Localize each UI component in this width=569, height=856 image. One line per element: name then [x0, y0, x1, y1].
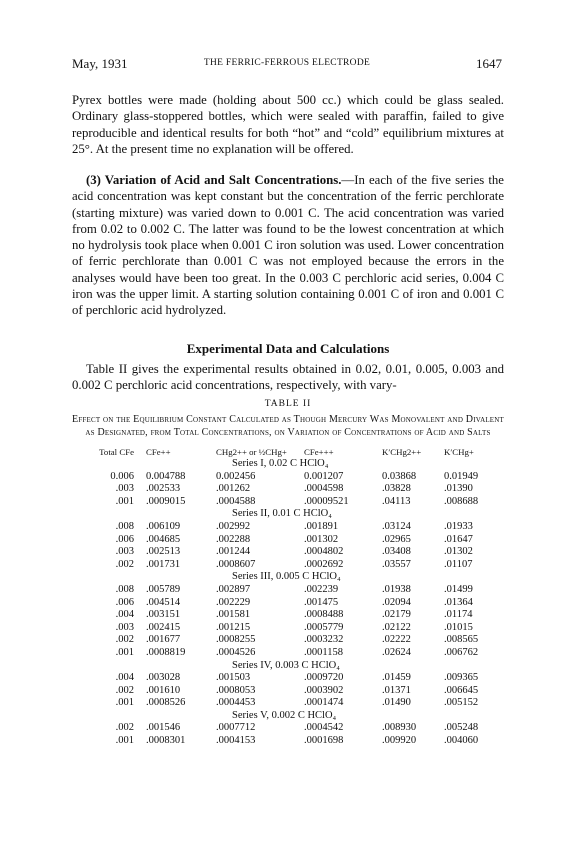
table-body	[72, 458, 504, 748]
table-title: TABLE II	[264, 399, 312, 409]
column-header: K′CHg2++	[382, 447, 422, 457]
table-cell: .002897	[216, 583, 251, 595]
table-cell: .004514	[146, 596, 181, 608]
table-cell: .003151	[146, 609, 181, 621]
table-row	[72, 546, 504, 559]
table-cell: .0009720	[304, 672, 344, 684]
table-row	[72, 685, 504, 698]
table-cell: 0.001207	[304, 470, 344, 482]
series-label-row	[72, 710, 504, 723]
table-row	[72, 584, 504, 597]
table-cell: .002533	[146, 483, 181, 495]
table-row	[72, 597, 504, 610]
table-header-row	[72, 446, 504, 458]
table-cell: .003	[115, 546, 134, 558]
table-cell: .002	[115, 558, 134, 570]
table-cell: .001215	[216, 621, 251, 633]
table-cell: .0004453	[216, 697, 256, 709]
page-number: 1647	[476, 56, 502, 71]
table-cell: .01459	[382, 672, 411, 684]
table-cell: .004685	[146, 533, 181, 545]
table-row	[72, 471, 504, 484]
table-cell: .001475	[304, 596, 339, 608]
table-cell: .0008053	[216, 684, 256, 696]
table-cell: .003	[115, 483, 134, 495]
table-cell: .0004802	[304, 546, 344, 558]
table-cell: .004060	[444, 735, 479, 747]
table-cell: .009365	[444, 672, 479, 684]
table-cell: .001610	[146, 684, 181, 696]
paragraph-2-body: —In each of the five series the acid concentration was kept constant but the concentration of the ferric perchlorate (starting mixture) was varied down to 0.001 C. The acid concentration was varied from 0.02 to 0.002 C. The latter was found to be the lowest concentration at which no hydrolysis took place when 0.001 C iron solution was used. Lower concentration of ferric perchlorate than 0.001 C was not employed because the errors in the analyses would have been too great. In the 0.003 C perchloric acid series, 0.004 C iron was the upper limit. A starting solution containing 0.001 C of iron and 0.001 C of perchloric acid hydrolyzed.	[72, 173, 504, 318]
table-cell: .006762	[444, 646, 479, 658]
table-cell: .0008255	[216, 634, 256, 646]
table-cell: .0008301	[146, 735, 186, 747]
table-cell: .001	[115, 735, 134, 747]
table-cell: .008565	[444, 634, 479, 646]
table-cell: .00009521	[304, 495, 349, 507]
table-cell: .006	[115, 596, 134, 608]
table-cell: .002	[115, 634, 134, 646]
paragraph-2-heading: (3) Variation of Acid and Salt Concentrations.	[86, 173, 342, 187]
table-row	[72, 521, 504, 534]
table-row	[72, 697, 504, 710]
series-label-row	[72, 458, 504, 471]
header-date: May, 1931	[72, 56, 128, 71]
table-cell: .0008607	[216, 558, 256, 570]
series-label: Series II, 0.01 C HClO₄	[232, 508, 332, 520]
table-cell: .002415	[146, 621, 181, 633]
table-cell: .0003232	[304, 634, 344, 646]
table-cell: .006	[115, 533, 134, 545]
table-cell: .03557	[382, 558, 411, 570]
table-cell: .002288	[216, 533, 251, 545]
table-cell: .01015	[444, 621, 473, 633]
table-cell: .01302	[444, 546, 473, 558]
table-cell: .004	[115, 672, 134, 684]
table-cell: .002513	[146, 546, 181, 558]
table-cell: .0001474	[304, 697, 344, 709]
table-cell: .008	[115, 583, 134, 595]
table-cell: .0008819	[146, 646, 186, 658]
paragraph-3: Table II gives the experimental results obtained in 0.02, 0.01, 0.005, 0.003 and 0.002 C perchloric acid concentrations, respectively, with vary-	[72, 362, 504, 393]
column-header: CHg2++ or ½CHg+	[216, 447, 287, 457]
table-cell: .0004153	[216, 735, 256, 747]
table-cell: .002	[115, 684, 134, 696]
table-row	[72, 534, 504, 547]
table-cell: .01371	[382, 684, 411, 696]
table-cell: .03828	[382, 483, 411, 495]
table-cell: .001262	[216, 483, 251, 495]
table-cell: .0008488	[304, 609, 344, 621]
table-row	[72, 622, 504, 635]
table-cell: .01174	[444, 609, 473, 621]
table-row	[72, 672, 504, 685]
table-cell: .02179	[382, 609, 411, 621]
table-cell: .002229	[216, 596, 251, 608]
table-cell: .01390	[444, 483, 473, 495]
table-cell: .01490	[382, 697, 411, 709]
table-row	[72, 609, 504, 622]
section-heading: Experimental Data and Calculations	[186, 341, 390, 356]
column-header: Total CFe	[99, 447, 134, 457]
table-cell: .0001698	[304, 735, 344, 747]
series-label: Series I, 0.02 C HClO₄	[232, 458, 329, 469]
table-cell: .03408	[382, 546, 411, 558]
table-row	[72, 722, 504, 735]
series-label-row	[72, 571, 504, 584]
table-cell: .0004542	[304, 722, 344, 734]
table-row	[72, 496, 504, 509]
table-cell: .001581	[216, 609, 251, 621]
table-cell: .0005779	[304, 621, 344, 633]
table-row	[72, 647, 504, 660]
table-cell: .003028	[146, 672, 181, 684]
table-row	[72, 735, 504, 748]
table-cell: .002	[115, 722, 134, 734]
table-cell: .0004598	[304, 483, 344, 495]
table-cell: .02222	[382, 634, 411, 646]
table-cell: .001302	[304, 533, 339, 545]
table-cell: .02122	[382, 621, 411, 633]
series-label-row	[72, 508, 504, 521]
table-cell: .0002692	[304, 558, 344, 570]
series-label-row	[72, 660, 504, 673]
table-cell: 0.006	[110, 470, 134, 482]
table-cell: .02965	[382, 533, 411, 545]
table-cell: 0.004788	[146, 470, 186, 482]
table-cell: .001677	[146, 634, 181, 646]
table-cell: .01364	[444, 596, 473, 608]
table-cell: .001546	[146, 722, 181, 734]
table-cell: 0.002456	[216, 470, 256, 482]
table-row	[72, 483, 504, 496]
table-cell: .005789	[146, 583, 181, 595]
paragraph-1: Pyrex bottles were made (holding about 500 cc.) which could be glass sealed. Ordinary glass-stoppered bottles, which were sealed with paraffin, failed to give reproducible and identical results for both “hot” and “cold” equilibrium mixtures at 25°. At the present time no explanation will be offered.	[72, 93, 504, 156]
table-cell: .001	[115, 646, 134, 658]
table-cell: .0009015	[146, 495, 186, 507]
table-cell: .001	[115, 697, 134, 709]
table-cell: .01647	[444, 533, 473, 545]
table-cell: .002239	[304, 583, 339, 595]
table-cell: .003	[115, 621, 134, 633]
table-cell: .004	[115, 609, 134, 621]
running-header	[72, 56, 502, 72]
table-cell: 0.01949	[444, 470, 479, 482]
table-cell: .0008526	[146, 697, 186, 709]
table-cell: .006645	[444, 684, 479, 696]
table-cell: .01107	[444, 558, 473, 570]
table-cell: .008688	[444, 495, 479, 507]
table-cell: .008	[115, 520, 134, 532]
column-header: K′CHg+	[444, 447, 474, 457]
table-cell: .001244	[216, 546, 251, 558]
table-cell: .008930	[382, 722, 417, 734]
table-cell: .04113	[382, 495, 411, 507]
data-table	[72, 446, 504, 748]
column-header: CFe+++	[304, 447, 334, 457]
table-cell: .01933	[444, 520, 473, 532]
table-cell: .002992	[216, 520, 251, 532]
table-row	[72, 634, 504, 647]
column-header: CFe++	[146, 447, 171, 457]
table-cell: .01938	[382, 583, 411, 595]
table-cell: .005248	[444, 722, 479, 734]
table-cell: 0.03868	[382, 470, 417, 482]
table-cell: .001503	[216, 672, 251, 684]
table-cell: .0003902	[304, 684, 344, 696]
table-cell: .009920	[382, 735, 417, 747]
table-cell: .001891	[304, 520, 339, 532]
table-cell: .01499	[444, 583, 473, 595]
series-label: Series V, 0.002 C HClO₄	[232, 709, 337, 721]
table-cell: .0004588	[216, 495, 256, 507]
table-cell: .001731	[146, 558, 181, 570]
table-row	[72, 559, 504, 572]
series-label: Series IV, 0.003 C HClO₄	[232, 659, 340, 671]
paragraph-2	[72, 172, 504, 319]
table-cell: .0001158	[304, 646, 343, 658]
table-cell: .0007712	[216, 722, 256, 734]
header-title: THE FERRIC-FERROUS ELECTRODE	[203, 58, 371, 68]
table-cell: .006109	[146, 520, 181, 532]
series-label: Series III, 0.005 C HClO₄	[232, 571, 341, 583]
table-cell: .001	[115, 495, 134, 507]
table-caption: Effect on the Equilibrium Constant Calculated as Though Mercury Was Monovalent and Divalent as Designated, from Total Concentrations, on Variation of Concentrations of Acid and Salts	[72, 414, 505, 438]
table-cell: .02624	[382, 646, 411, 658]
table-cell: .0004526	[216, 646, 256, 658]
table-cell: .005152	[444, 697, 479, 709]
table-cell: .03124	[382, 520, 411, 532]
table-cell: .02094	[382, 596, 411, 608]
